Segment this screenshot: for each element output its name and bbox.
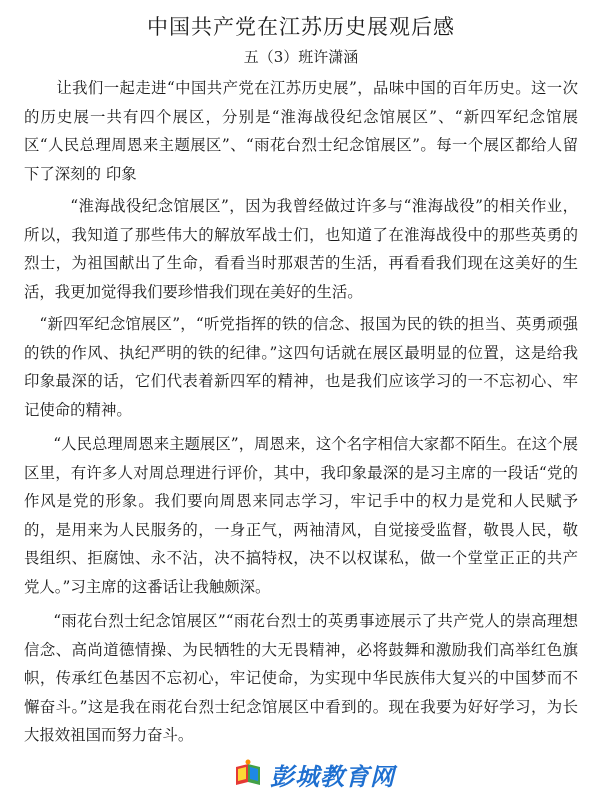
paragraph-huaihai: “淮海战役纪念馆展区”，因为我曾经做过许多与“淮海战役”的相关作业，所以，我知道了那些伟大的解放军战士们，也知道了在淮海战役中的那些英勇的烈士，为祖国献出了生命，看看当时那艰苦的生活，再看看我们现在这美好的生活，我更加觉得我们要珍惜我们现在美好的生活。 <box>24 197 578 301</box>
book-logo-icon <box>232 758 264 790</box>
paragraph-zhou-enlai: “人民总理周恩来主题展区”，周恩来，这个名字相信大家都不陌生。在这个展区里，有许多人对周总理进行评价，其中，我印象最深的是习主席的一段话“党的作风是党的形象。我们要向周恩来同志学习，牢记手中的权力是党和人民赋予的，是用来为人民服务的，一身正气，两袖清风，自觉接受监督，敬畏人民，敬畏组织、拒腐蚀、永不沾，决不搞特权，决不以权谋私，做一个堂堂正正的共产党人。”习主席的这番话让我触颇深。 <box>24 435 578 596</box>
site-watermark <box>232 754 402 794</box>
paragraph-new-fourth-army: “新四军纪念馆展区”，“听党指挥的铁的信念、报国为民的铁的担当、英勇顽强的铁的作风、执纪严明的铁的纪律。”这四句话就在展区最明显的位置，这是给我印象最深的话，它们代表着新四军的精神，也是我们应该学习的一不忘初心、牢记使命的精神。 <box>24 315 578 419</box>
paragraph-intro: 让我们一起走进“中国共产党在江苏历史展”，品味中国的百年历史。这一次的历史展一共有四个展区，分别是“淮海战役纪念馆展区”、“新四军纪念馆展区“人民总理周恩来主题展区”、“雨花台烈士纪念馆展区”。每一个展区都给人留下了深刻的 印象 <box>24 79 578 183</box>
document-title: 中国共产党在江苏历史展观后感 <box>147 15 455 39</box>
watermark-text: 彭城教育网 <box>270 762 395 791</box>
author-line: 五（3）班许潇涵 <box>243 48 359 66</box>
paragraph-yuhuatai: “雨花台烈士纪念馆展区”“雨花台烈士的英勇事迹展示了共产党人的崇高理想信念、高尚道德情操、为民牺牲的大无畏精神，必将鼓舞和激励我们高举红色旗帜，传承红色基因不忘初心，牢记使命，为实现中华民族伟大复兴的中国梦而不懈奋斗。”这是我在雨花台烈士纪念馆展区中看到的。现在我要为好好学习，为长大报效祖国而努力奋斗。 <box>24 612 578 744</box>
